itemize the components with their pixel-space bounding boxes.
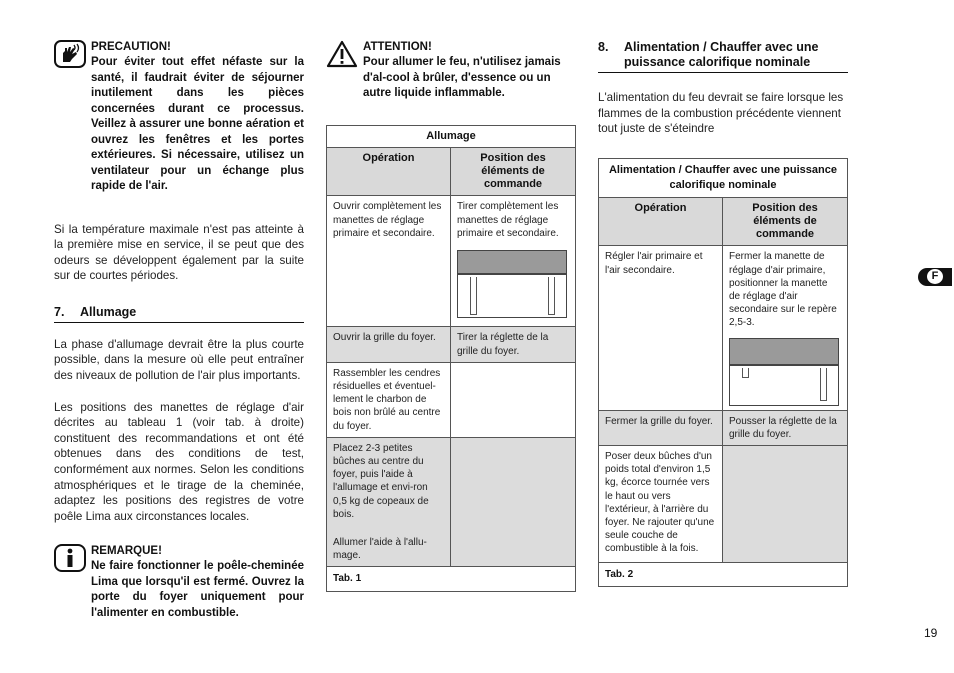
precaution-notice xyxy=(54,40,304,195)
remarque-notice xyxy=(54,544,304,621)
table-row xyxy=(327,196,576,327)
info-icon xyxy=(54,544,86,572)
table-row xyxy=(327,362,576,437)
section-8-heading xyxy=(598,40,848,73)
language-tab xyxy=(918,268,952,286)
section-8-title: Alimentation / Chauffer avec une puissance calorifique nominale xyxy=(624,40,819,69)
page-number: 19 xyxy=(924,626,938,640)
table-row xyxy=(599,410,848,445)
control-levers-illustration xyxy=(729,338,839,406)
remarque-body: Ne faire fonctionner le poêle-cheminée Lima que lorsqu'il est fermé. Ouvrez la porte du foyer uniquement pour l'alimenter en combustible. xyxy=(91,560,304,619)
table-allumage xyxy=(326,125,576,592)
table1-row1-operation: Ouvrir complètement les manettes de réglage primaire et secondaire. xyxy=(327,196,451,327)
remarque-title: REMARQUE! xyxy=(91,545,162,558)
table1-row1-position xyxy=(451,196,576,327)
left-column xyxy=(54,40,304,621)
table1-row4-operation xyxy=(327,437,451,567)
ignition-phase-paragraph: La phase d'allumage devrait être la plus courte possible, dans la mesure où elle peut entraîner des niveaux de pollution de l'air plus importants. xyxy=(54,337,304,383)
table2-row3-operation: Poser deux bûches d'un poids total d'environ 1,5 kg, écorce tournée vers le haut ou vers l'extérieur, à l'arrière du foyer. Ne rajouter qu'une seule couche de combustible à la fois. xyxy=(599,446,723,563)
feeding-paragraph: L'alimentation du feu devrait se faire lorsque les flammes de la combustion précédente viennent tout juste de s'éteindre xyxy=(598,91,844,136)
attention-title: ATTENTION! xyxy=(363,41,432,53)
table2-header-position: Position des éléments de commande xyxy=(723,197,848,246)
table-row xyxy=(599,446,848,563)
language-tab-label: F xyxy=(927,269,943,284)
table1-row2-position: Tirer la réglette de la grille du foyer. xyxy=(451,327,576,362)
section-8-number: 8. xyxy=(598,40,609,54)
table-row xyxy=(327,437,576,567)
control-levers-illustration xyxy=(457,250,567,318)
table1-header-operation: Opération xyxy=(327,147,451,196)
temperature-paragraph: Si la température maximale n'est pas atteinte à la première mise en service, il se peut que des odeurs se développent également par la suite sur de courtes périodes. xyxy=(54,222,304,283)
table1-row3-operation: Rassembler les cendres résiduelles et éventuel-lement le charbon de bois non brûlé au centre du foyer. xyxy=(327,362,451,437)
precaution-title: PRECAUTION! xyxy=(91,41,171,53)
attention-body: Pour allumer le feu, n'utilisez jamais d'al-cool à brûler, d'essence ou un autre liquide inflammable. xyxy=(363,56,561,99)
table2-row1-position xyxy=(723,246,848,410)
table2-row1-operation: Régler l'air primaire et l'air secondaire. xyxy=(599,246,723,410)
section-7-heading xyxy=(54,305,304,323)
table2-row2-operation: Fermer la grille du foyer. xyxy=(599,410,723,445)
table2-row1-position-text: Fermer la manette de réglage d'air primaire, positionner la manette de réglage d'air secondaire sur le repère 2,5-3. xyxy=(729,251,837,329)
table1-row4-operation-text: Placez 2-3 petites bûches au centre du foyer, puis l'aide à l'allumage et envi-ron 0,5 kg de copeaux de bois. xyxy=(333,442,429,520)
table-alimentation xyxy=(598,158,848,587)
table1-row4-operation-text2: Allumer l'aide à l'allu-mage. xyxy=(333,536,427,562)
table2-caption: Alimentation / Chauffer avec une puissance calorifique nominale xyxy=(599,158,848,197)
control-positions-paragraph: Les positions des manettes de réglage d'air décrites au tableau 1 (voir tab. à droite) constituent des recommandations et ont été obtenues dans des conditions de test, conformément aux normes. Selon les conditions atmosphériques et le tirage de la cheminée, adaptez les positions des registres de votre poêle Lima aux circonstances locales. xyxy=(54,400,304,523)
table2-row2-position: Pousser la réglette de la grille du foyer. xyxy=(723,410,848,445)
middle-column xyxy=(326,40,576,592)
table1-header-position: Position des éléments de commande xyxy=(451,147,576,196)
table-row xyxy=(327,327,576,362)
section-7-number: 7. xyxy=(54,304,65,319)
attention-notice xyxy=(326,40,576,102)
warning-triangle-icon xyxy=(326,40,358,68)
hand-warning-icon xyxy=(54,40,86,68)
table1-row3-position xyxy=(451,362,576,437)
table1-row4-position xyxy=(451,437,576,567)
table1-row1-position-text: Tirer complètement les manettes de réglage primaire et secondaire. xyxy=(457,201,559,239)
table1-label: Tab. 1 xyxy=(327,567,576,591)
table2-header-operation: Opération xyxy=(599,197,723,246)
table-row xyxy=(599,246,848,410)
table1-caption: Allumage xyxy=(327,125,576,147)
section-7-title: Allumage xyxy=(80,304,137,319)
right-column xyxy=(598,40,848,587)
precaution-body: Pour éviter tout effet néfaste sur la santé, il faudrait éviter de séjourner inutilement dans les pièces concernées durant ce processus. Veillez à assurer une bonne aération et ouvrez les fenêtres et les portes extérieures. Si nécessaire, utilisez un ventilateur pour un échange plus rapide de l'air. xyxy=(91,56,304,192)
table1-row2-operation: Ouvrir la grille du foyer. xyxy=(327,327,451,362)
table2-row3-position xyxy=(723,446,848,563)
table2-label: Tab. 2 xyxy=(599,563,848,587)
